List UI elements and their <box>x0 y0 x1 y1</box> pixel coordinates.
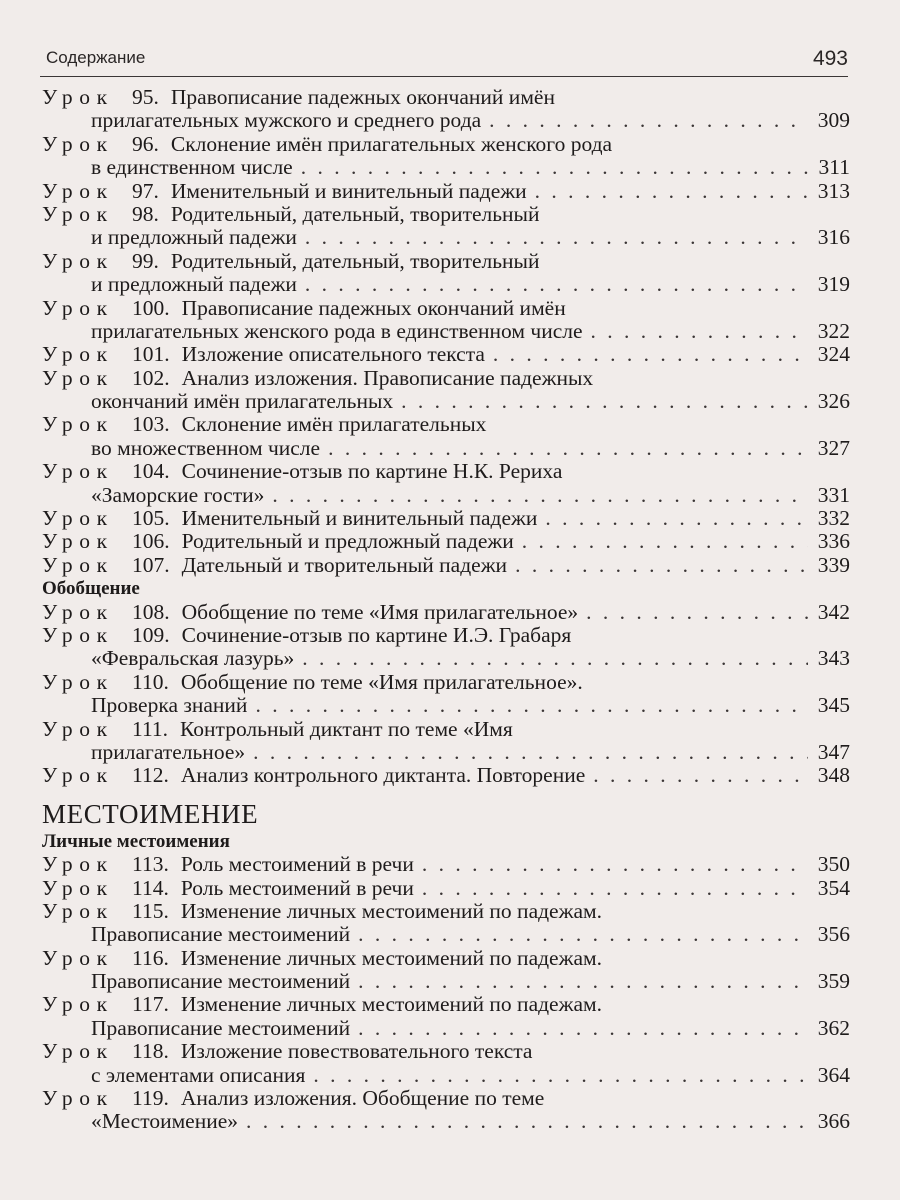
lesson-number: 100. <box>132 295 170 320</box>
lesson-label: Урок <box>42 716 114 741</box>
lesson-label: Урок <box>42 898 114 923</box>
lesson-title: Изменение личных местоимений по падежам. <box>180 898 602 923</box>
toc-entry <box>42 601 850 624</box>
page-number: 319 <box>817 272 850 297</box>
toc-entry <box>42 367 850 414</box>
dot-leader <box>305 226 808 249</box>
dot-leader <box>535 180 808 203</box>
lesson-title: Склонение имён прилагательных <box>181 412 487 437</box>
lesson-number: 95. <box>132 85 159 109</box>
lesson-number: 97. <box>132 178 159 203</box>
dot-leader <box>358 1017 808 1040</box>
page-number: 345 <box>817 693 850 718</box>
dot-leader <box>489 109 808 132</box>
toc-entry <box>42 718 850 765</box>
page-number: 322 <box>817 318 850 343</box>
lesson-number: 104. <box>132 459 170 484</box>
toc-entry-line <box>42 764 850 787</box>
toc-entry <box>42 133 850 180</box>
lesson-title: Правописание местоимений <box>91 1015 351 1040</box>
lesson-number: 117. <box>132 992 169 1017</box>
toc-entry <box>42 993 850 1040</box>
toc-entry <box>42 530 850 553</box>
toc-entry <box>42 460 850 507</box>
lesson-number: 110. <box>132 669 169 694</box>
lesson-title: окончаний имён прилагательных <box>91 389 394 414</box>
toc-entry <box>42 180 850 203</box>
lesson-number: 116. <box>132 945 169 970</box>
toc-entry-line <box>42 970 850 993</box>
toc-entry-line <box>42 437 850 460</box>
toc-entry-line <box>42 1017 850 1040</box>
toc-entry <box>42 947 850 994</box>
lesson-title: Анализ контрольного диктанта. Повторение <box>180 763 586 788</box>
section-subheading: Личные местоимения <box>42 830 230 852</box>
lesson-number: 102. <box>132 365 170 390</box>
lesson-label: Урок <box>42 85 114 109</box>
lesson-title: Родительный, дательный, творительный <box>170 248 540 273</box>
toc-entry-line <box>42 601 850 624</box>
toc-entry-line <box>42 367 850 390</box>
toc-entry-line <box>42 554 850 577</box>
lesson-title: Именительный и винительный падежи <box>181 506 538 531</box>
lesson-label: Урок <box>42 1086 114 1111</box>
lesson-title: Именительный и винительный падежи <box>170 178 527 203</box>
page-number: 339 <box>817 552 850 577</box>
toc-entry-line <box>42 718 850 741</box>
toc-entry-line <box>42 320 850 343</box>
toc-entry-line <box>42 647 850 670</box>
lesson-title: «Заморские гости» <box>91 482 265 507</box>
page-number: 324 <box>817 342 850 367</box>
dot-leader <box>272 484 808 507</box>
lesson-label: Урок <box>42 342 114 367</box>
lesson-number: 96. <box>132 131 159 156</box>
toc-entry-line <box>42 86 850 109</box>
lesson-title: Анализ изложения. Правописание падежных <box>181 365 594 390</box>
toc-entry-line <box>42 624 850 647</box>
header-page-number: 493 <box>812 47 848 70</box>
page-number: 326 <box>817 389 850 414</box>
lesson-title: Сочинение-отзыв по картине Н.К. Рериха <box>181 459 563 484</box>
toc-entry-line <box>42 203 850 226</box>
chapter-heading: МЕСТОИМЕНИЕ <box>42 798 259 829</box>
page-number: 316 <box>817 225 850 250</box>
toc-entry-line <box>42 133 850 156</box>
lesson-title: и предложный падежи <box>91 225 297 250</box>
toc-entry-line <box>42 250 850 273</box>
header-section-title: Содержание <box>46 48 146 67</box>
page-number: 347 <box>817 739 850 764</box>
lesson-title: с элементами описания <box>91 1062 306 1087</box>
lesson-number: 107. <box>132 552 170 577</box>
page-number: 364 <box>817 1062 850 1087</box>
lesson-title: Контрольный диктант по теме «Имя <box>180 716 513 741</box>
toc-entry <box>42 671 850 718</box>
dot-leader <box>422 877 808 900</box>
dot-leader <box>591 320 808 343</box>
lesson-label: Урок <box>42 201 114 226</box>
lesson-title: Роль местоимений в речи <box>180 875 414 900</box>
lesson-label: Урок <box>42 599 114 624</box>
dot-leader <box>246 1110 808 1133</box>
lesson-title: Правописание падежных окончаний имён <box>170 85 555 109</box>
toc-entry-line <box>42 1087 850 1110</box>
toc-entry-line <box>42 947 850 970</box>
dot-leader <box>493 343 808 366</box>
lesson-title: «Местоимение» <box>91 1109 239 1134</box>
lesson-title: Правописание падежных окончаний имён <box>181 295 566 320</box>
dot-leader <box>301 156 808 179</box>
toc-entry-line <box>42 1110 850 1133</box>
toc-entry-line <box>42 530 850 553</box>
page-number: 354 <box>817 875 850 900</box>
lesson-number: 98. <box>132 201 159 226</box>
lesson-title: Изложение описательного текста <box>181 342 485 367</box>
lesson-number: 105. <box>132 506 170 531</box>
toc-entry-line <box>42 297 850 320</box>
toc-entry-line <box>42 484 850 507</box>
lesson-title: Изложение повествовательного текста <box>180 1039 533 1064</box>
page-number: 342 <box>817 599 850 624</box>
lesson-title: Проверка знаний <box>91 693 248 718</box>
lesson-title: Роль местоимений в речи <box>180 852 414 877</box>
lesson-title: Склонение имён прилагательных женского рода <box>170 131 613 156</box>
toc-entry-line <box>42 900 850 923</box>
toc-entry-line <box>42 993 850 1016</box>
page-number: 356 <box>817 922 850 947</box>
toc-entry-line <box>42 923 850 946</box>
lesson-number: 115. <box>132 898 169 923</box>
lesson-title: во множественном числе <box>91 435 321 460</box>
toc-entry <box>42 900 850 947</box>
lesson-label: Урок <box>42 622 114 647</box>
toc-entry-line <box>42 156 850 179</box>
page-number: 313 <box>817 178 850 203</box>
toc-entry <box>42 554 850 577</box>
lesson-label: Урок <box>42 131 114 156</box>
lesson-label: Урок <box>42 459 114 484</box>
lesson-title: Анализ изложения. Обобщение по теме <box>180 1086 545 1111</box>
dot-leader <box>255 694 808 717</box>
lesson-title: Обобщение по теме «Имя прилагательное». <box>180 669 583 694</box>
toc-entry <box>42 297 850 344</box>
page-number: 309 <box>817 108 850 133</box>
toc-entry-line <box>42 507 850 530</box>
lesson-label: Урок <box>42 529 114 554</box>
toc-entry <box>42 1040 850 1087</box>
lesson-title: Изменение личных местоимений по падежам. <box>180 992 602 1017</box>
dot-leader <box>328 437 808 460</box>
lesson-number: 119. <box>132 1086 169 1111</box>
lesson-title: Родительный и предложный падежи <box>181 529 514 554</box>
lesson-title: прилагательных мужского и среднего рода <box>91 108 482 133</box>
lesson-number: 111. <box>132 716 169 741</box>
toc-entry <box>42 250 850 297</box>
lesson-label: Урок <box>42 506 114 531</box>
toc-entry <box>42 624 850 671</box>
toc-entry <box>42 343 850 366</box>
lesson-title: «Февральская лазурь» <box>91 646 295 671</box>
toc-entry <box>42 203 850 250</box>
toc-entry-line <box>42 671 850 694</box>
lesson-title: и предложный падежи <box>91 272 297 297</box>
lesson-number: 101. <box>132 342 170 367</box>
lesson-label: Урок <box>42 852 114 877</box>
lesson-number: 109. <box>132 622 170 647</box>
lesson-label: Урок <box>42 178 114 203</box>
toc-entry <box>42 877 850 900</box>
lesson-number: 108. <box>132 599 170 624</box>
lesson-label: Урок <box>42 763 114 788</box>
lesson-title: Правописание местоимений <box>91 969 351 994</box>
dot-leader <box>358 970 808 993</box>
lesson-label: Урок <box>42 295 114 320</box>
page-number: 366 <box>817 1109 850 1134</box>
dot-leader <box>313 1064 808 1087</box>
lesson-title: Правописание местоимений <box>91 922 351 947</box>
toc-entry-line <box>42 390 850 413</box>
toc-entry-line <box>42 877 850 900</box>
lesson-label: Урок <box>42 412 114 437</box>
toc-entry-line <box>42 226 850 249</box>
toc-entry-line <box>42 1064 850 1087</box>
lesson-title: Дательный и творительный падежи <box>181 552 508 577</box>
lesson-title: прилагательное» <box>91 739 246 764</box>
lesson-label: Урок <box>42 945 114 970</box>
lesson-number: 106. <box>132 529 170 554</box>
dot-leader <box>593 764 808 787</box>
dot-leader <box>302 647 808 670</box>
lesson-number: 99. <box>132 248 159 273</box>
toc-entry-line <box>42 413 850 436</box>
toc-entry-line <box>42 180 850 203</box>
lesson-title: в единственном числе <box>91 155 293 180</box>
toc-entry-line <box>42 109 850 132</box>
lesson-label: Урок <box>42 248 114 273</box>
dot-leader <box>422 853 808 876</box>
page-number: 336 <box>817 529 850 554</box>
lesson-number: 118. <box>132 1039 169 1064</box>
page-number: 327 <box>817 435 850 460</box>
lesson-label: Урок <box>42 875 114 900</box>
lesson-title: прилагательных женского рода в единственном числе <box>91 318 583 343</box>
dot-leader <box>522 530 808 553</box>
toc-entry-line <box>42 273 850 296</box>
lesson-label: Урок <box>42 552 114 577</box>
section-subheading: Обобщение <box>42 578 140 600</box>
toc-entry-line <box>42 741 850 764</box>
lesson-label: Урок <box>42 669 114 694</box>
page-number: 311 <box>818 155 850 180</box>
page-number: 348 <box>817 763 850 788</box>
toc-entry <box>42 764 850 787</box>
toc-entry-line <box>42 694 850 717</box>
lesson-number: 112. <box>132 763 169 788</box>
dot-leader <box>253 741 808 764</box>
lesson-title: Родительный, дательный, творительный <box>170 201 540 226</box>
toc-entry-line <box>42 1040 850 1063</box>
toc-entry <box>42 853 850 876</box>
page-number: 343 <box>817 646 850 671</box>
lesson-label: Урок <box>42 1039 114 1064</box>
lesson-title: Сочинение-отзыв по картине И.Э. Грабаря <box>181 622 572 647</box>
toc-entry <box>42 1087 850 1134</box>
toc-entry <box>42 86 850 133</box>
lesson-number: 114. <box>132 875 169 900</box>
lesson-label: Урок <box>42 365 114 390</box>
page-number: 332 <box>817 506 850 531</box>
toc-entry-line <box>42 343 850 366</box>
toc-entry-line <box>42 853 850 876</box>
page-number: 359 <box>817 969 850 994</box>
lesson-number: 113. <box>132 852 169 877</box>
lesson-title: Изменение личных местоимений по падежам. <box>180 945 602 970</box>
dot-leader <box>305 273 808 296</box>
dot-leader <box>515 554 808 577</box>
dot-leader <box>401 390 808 413</box>
running-header <box>40 44 848 77</box>
page-number: 362 <box>817 1015 850 1040</box>
lesson-title: Обобщение по теме «Имя прилагательное» <box>181 599 579 624</box>
toc-entry <box>42 507 850 530</box>
dot-leader <box>586 601 808 624</box>
dot-leader <box>358 923 808 946</box>
lesson-label: Урок <box>42 992 114 1017</box>
toc-entry <box>42 413 850 460</box>
toc-entry-line <box>42 460 850 483</box>
table-of-contents <box>42 86 850 1134</box>
dot-leader <box>545 507 808 530</box>
lesson-number: 103. <box>132 412 170 437</box>
page-number: 331 <box>817 482 850 507</box>
page-number: 350 <box>817 852 850 877</box>
